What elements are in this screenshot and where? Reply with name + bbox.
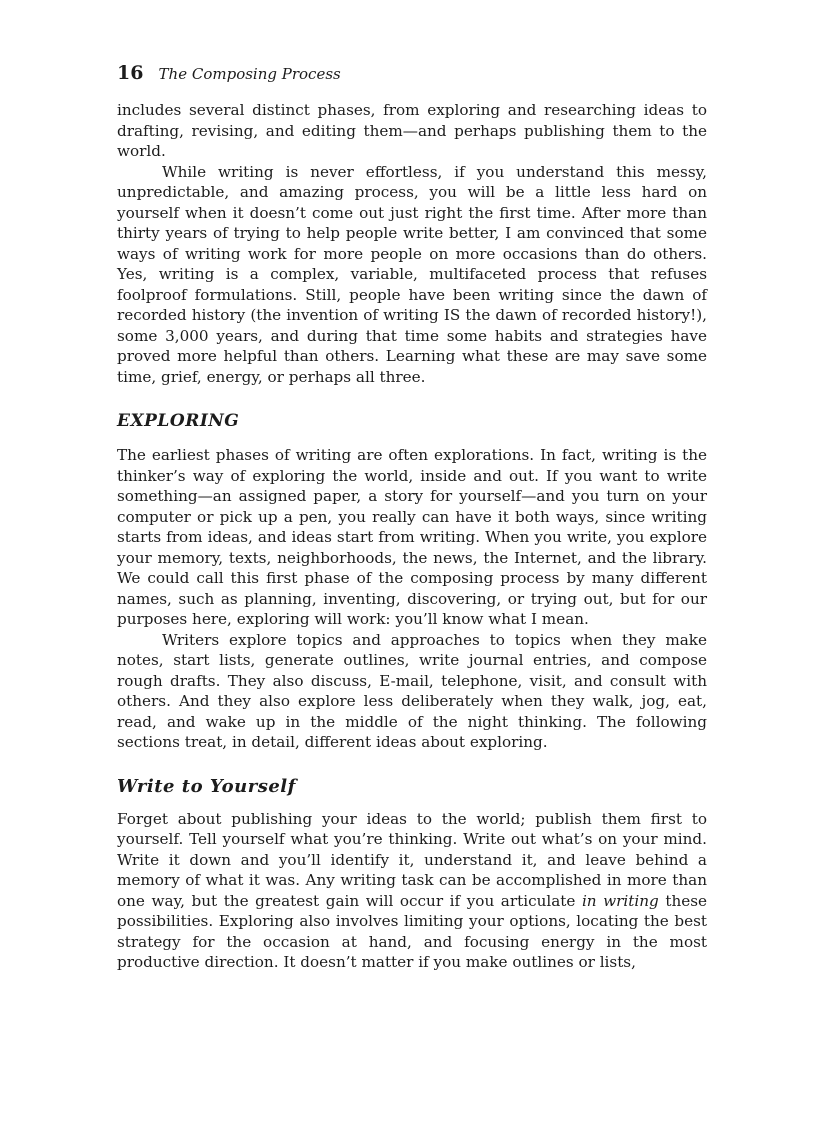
paragraph-writers-explore: Writers explore topics and approaches to topics when they make notes, start lists, generate outlines, write journal entries, and compose rough drafts. They also discuss, E-mail, telephone, visit, and consult with others. And they also explore less deliberately when they walk, jog, eat, read, and wake up in the middle of the night thinking. The following sections treat, in detail, different ideas about exploring. xyxy=(117,630,707,751)
paragraph-write-to-yourself xyxy=(117,809,707,973)
emphasis-in-writing: in writing xyxy=(581,891,659,910)
paragraph-text-part-1: Forget about publishing your ideas to the world; publish them first to yourself. Tell yourself what you’re thinking. Write out what’s on your mind. Write it down and you’ll identify it, understand it, and leave behind a memory of what it was. Any writing task can be accomplished in more than one way, but the greatest gain will occur if you articulate xyxy=(117,809,707,910)
subsection-heading-write-to-yourself: Write to Yourself xyxy=(117,775,296,797)
paragraph-exploring-intro: The earliest phases of writing are often explorations. In fact, writing is the thinker’s way of exploring the world, inside and out. If you want to write something—an assigned paper, a story for yourself—and you turn on your computer or pick up a pen, you really can have it both ways, since writing starts from ideas, and ideas start from writing. When you write, you explore your memory, texts, neighborhoods, the news, the Internet, and the library. We could call this first phase of the composing process by many different names, such as planning, inventing, discovering, or trying out, but for our purposes here, exploring will work: you’ll know what I mean. xyxy=(117,446,707,628)
book-page xyxy=(117,62,707,973)
page-number: 16 xyxy=(117,62,144,84)
running-title: The Composing Process xyxy=(158,65,341,83)
paragraph-text-part-2: these possibilities. Exploring also involves limiting your options, locating the best strategy for the occasion at hand, and focusing energy in the most productive direction. It doesn’t matter if you make outlines or lists, xyxy=(117,891,707,971)
paragraph-writing-process: While writing is never effortless, if you understand this messy, unpredictable, and amazing process, you will be a little less hard on yourself when it doesn’t come out just right the first time. After more than thirty years of trying to help people write better, I am convinced that some ways of writing work for more people on more occasions than do others. Yes, writing is a complex, variable, multifaceted process that refuses foolproof formulations. Still, people have been writing since the dawn of recorded history (the invention of writing IS the dawn of recorded history!), some 3,000 years, and during that time some habits and strategies have proved more helpful than others. Learning what these are may save some time, grief, energy, or perhaps all three. xyxy=(117,162,707,386)
running-head xyxy=(117,62,707,86)
section-heading-exploring: EXPLORING xyxy=(117,411,240,431)
paragraph-continued: includes several distinct phases, from exploring and researching ideas to drafting, revising, and editing them—and perhaps publishing them to the world. xyxy=(117,101,707,160)
